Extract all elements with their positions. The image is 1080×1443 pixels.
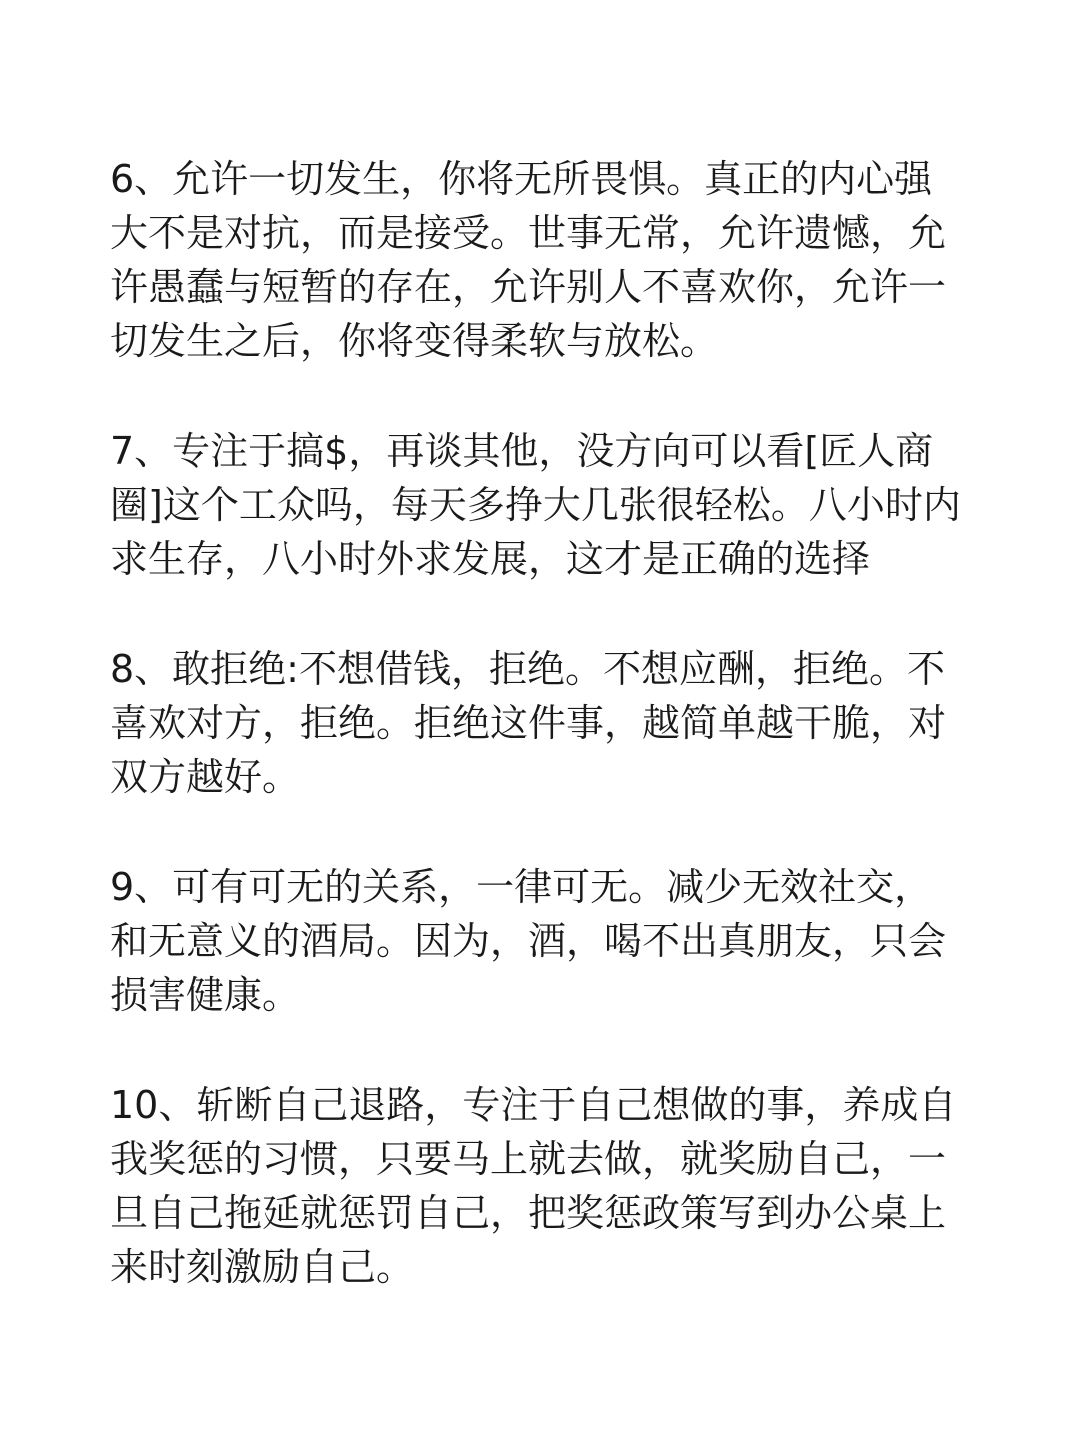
paragraph-7: 7、专注于搞$，再谈其他，没方向可以看[匠人商圈]这个工众吗，每天多挣大几张很轻松。八小时内求生存，八小时外求发展，这才是正确的选择 <box>110 429 961 581</box>
paragraph-8: 8、敢拒绝:不想借钱，拒绝。不想应酬，拒绝。不喜欢对方，拒绝。拒绝这件事，越简单越干脆，对双方越好。 <box>110 647 947 799</box>
paragraph-10: 10、斩断自己退路，专注于自己想做的事，养成自我奖惩的习惯，只要马上就去做，就奖励自己，一旦自己拖延就惩罚自己，把奖惩政策写到办公桌上来时刻激励自己。 <box>110 1083 957 1289</box>
paragraph-9: 9、可有可无的关系，一律可无。减少无效社交，和无意义的酒局。因为，酒，喝不出真朋友，只会损害健康。 <box>110 865 947 1017</box>
paragraph-6: 6、允许一切发生，你将无所畏惧。真正的内心强大不是对抗，而是接受。世事无常，允许遗憾，允许愚蠢与短暂的存在，允许别人不喜欢你，允许一切发生之后，你将变得柔软与放松。 <box>110 157 947 363</box>
